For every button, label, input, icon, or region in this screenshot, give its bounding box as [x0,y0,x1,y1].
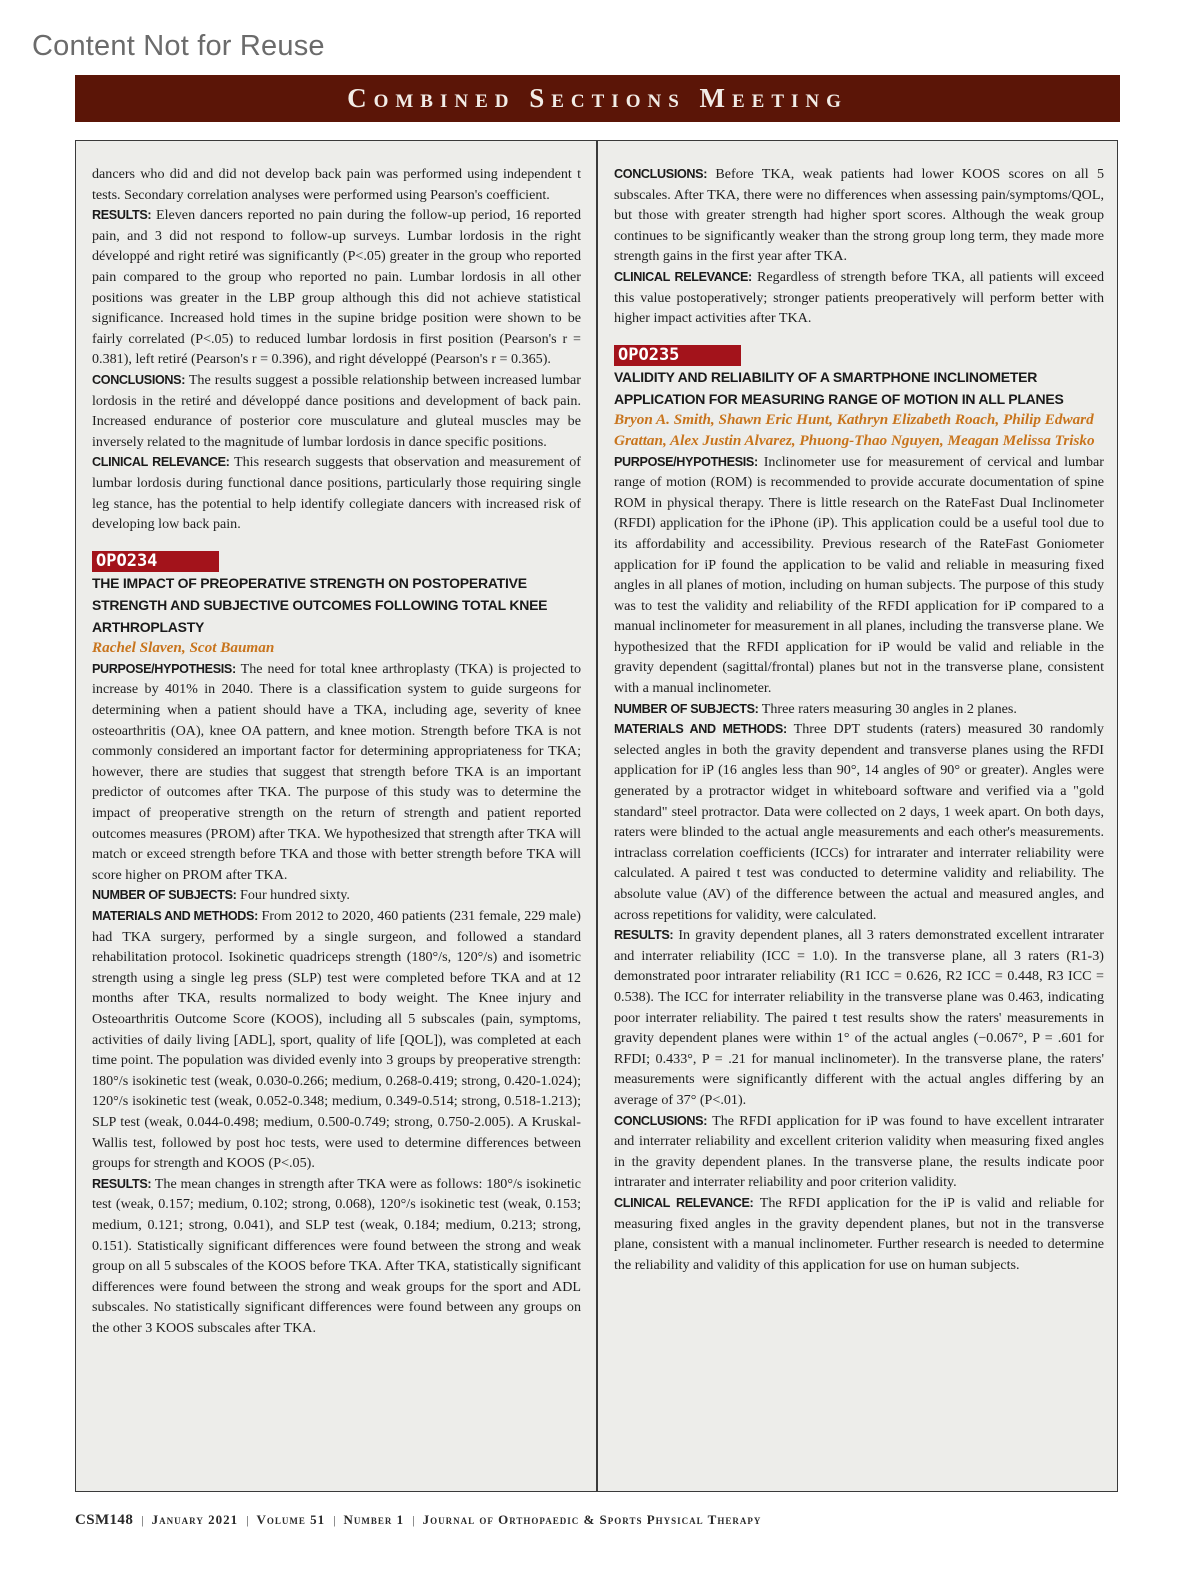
conclusions-paragraph [92,370,581,452]
conclusions-text-r2: The RFDI application for iP was found to have excellent intrarater and interrater reliability and excellent criterion validity when measuring fixed angles in the gravity dependent planes. In the transverse plane, the results indicate poor intrarater and interrater reliability and poor criterion validity. [614,1112,1104,1191]
issue-date: January 2021 [151,1512,239,1527]
subjects-text: Four hundred sixty. [240,887,350,904]
clinical-relevance-text-r: Regardless of strength before TKA, all patients will exceed this value postoperatively; stronger patients preoperatively will perform better with higher impact activities after TKA. [614,268,1104,327]
purpose-paragraph [92,659,581,886]
results-text-2: The mean changes in strength after TKA were as follows: 180°/s isokinetic test (weak, 0.157; medium, 0.102; strong, 0.068), 120°/s isokinetic test (weak, 0.153; medium, 0.121; strong, 0.041), and SLP test (weak, 0.184; medium, 0.213; strong, 0.151). Statistically significant differences were found between the strong and weak group on all 5 subscales of the KOOS before TKA. After TKA, statistically significant differences were found between the strong and weak groups for the sport and ADL subscales. No statistically significant differences were found between any groups on the other 3 KOOS subscales after TKA. [92,1175,581,1336]
page-number: CSM148 [75,1512,134,1528]
clinical-relevance-label-r: CLINICAL RELEVANCE: [614,269,752,284]
results-label: RESULTS: [92,208,152,223]
issue-number: Number 1 [343,1512,405,1527]
subjects-text-r: Three raters measuring 30 angles in 2 planes. [761,700,1017,717]
purpose-label-r: PURPOSE/HYPOTHESIS: [614,454,758,469]
purpose-text-r: Inclinometer use for measurement of cervical and lumbar range of motion (ROM) is recommended to provide accurate documentation of spine ROM in physical therapy. There is little research on the RateFast Dual Inclinometer (RFDI) application for the iPhone (iP). This application could be a useful tool due to its affordability and accessibility. Previous research of the RateFast Goniometer application for iP found the application to be valid and reliable in measuring fixed angles in all planes of motion, including on human subjects. The purpose of this study was to test the validity and reliability of the RFDI application for iP compared to a manual inclinometer for measurement in all planes, including the transverse plane. We hypothesized that the RFDI application for iP would be valid and reliable in the gravity dependent (sagittal/frontal) planes but not in the transverse plane, consistent with a manual inclinometer. [614,453,1104,697]
subjects-label-r: NUMBER OF SUBJECTS: [614,701,759,716]
methods-label-r: MATERIALS AND METHODS: [614,722,787,737]
clinical-relevance-paragraph [92,452,581,534]
methods-text: From 2012 to 2020, 460 patients (231 female, 229 male) had TKA surgery, performed by a single surgeon, and followed a standard rehabilitation protocol. Isokinetic quadriceps strength (180°/s, 120°/s) and isometric strength using a single leg press (SLP) test were completed before TKA and at 12 months after TKA, results normalized to body weight. The Knee injury and Osteoarthritis Outcome Score (KOOS), including all 5 subscales (pain, symptoms, activities of daily living [ADL], sport, quality of life [QOL]), was completed at each time point. The population was divided evenly into 3 groups by preoperative strength: 180°/s isokinetic test (weak, 0.030-0.266; medium, 0.268-0.419; strong, 0.420-1.024); 120°/s isokinetic test (weak, 0.052-0.348; medium, 0.349-0.514; strong, 0.518-1.213); SLP test (weak, 0.044-0.498; medium, 0.500-0.749; strong, 0.750-2.005). A Kruskal-Wallis test, followed by post hoc tests, were used to determine differences between groups for strength and KOOS (P<.05). [92,908,581,1172]
results-paragraph [92,205,581,370]
results-text-r: In gravity dependent planes, all 3 raters demonstrated excellent intrarater and interrater reliability (ICC = 1.0). In the transverse plane, all 3 raters (R1-3) demonstrated poor intrarater reliability (R1 ICC = 0.626, R2 ICC = 0.448, R3 ICC = 0.538). The ICC for interrater reliability in the transverse plane was 0.463, indicating poor interrater reliability. The paired t test results show the raters' measurements in gravity dependent planes were within 1° of the actual angles (−0.067°, P = .601 for RFDI; 0.433°, P = .21 for manual inclinometer). In the transverse plane, the raters' measurements were significantly different with the actual angles differing by an average of 37° (P<.01). [614,927,1104,1108]
abstract-title: THE IMPACT OF PREOPERATIVE STRENGTH ON POSTOPERATIVE STRENGTH AND SUBJECTIVE OUTCOMES FOLLOWING TOTAL KNEE ARTHROPLASTY [92,575,548,636]
conclusions-label-r2: CONCLUSIONS: [614,1113,708,1128]
page-footer [75,1512,761,1529]
purpose-text: The need for total knee arthroplasty (TKA) is projected to increase by 401% in 2040. There is a classification system to guide surgeons for determining when a patient should have a TKA, including age, severity of knee osteoarthritis (OA), knee OA pattern, and knee motion. Strength before TKA is not commonly considered an important factor for determining appropriateness for TKA; however, there are studies that suggest that strength before TKA is an important predictor of outcomes after TKA. The purpose of this study was to determine the impact of preoperative strength on the return of strength and patient reported outcomes measures (PROM) after TKA. We hypothesized that strength after TKA will match or exceed strength before TKA and those with better strength before TKA will score higher on PROM after TKA. [92,660,581,883]
clinical-relevance-paragraph-r2 [614,1193,1104,1275]
abstract-id-badge-r: OPO235 [614,345,741,366]
methods-paragraph [92,906,581,1174]
purpose-label: PURPOSE/HYPOTHESIS: [92,661,236,676]
conclusions-text: The results suggest a possible relationship between increased lumbar lordosis in the retiré and développé dance positions and development of back pain. Increased endurance of posterior core musculature and gluteal muscles may be inversely related to the magnitude of lumbar lordosis in dance specific positions. [92,371,581,450]
footer-separator: | [141,1513,144,1527]
column-divider [596,140,598,1492]
banner-title: Combined Sections Meeting [347,83,848,113]
results-text: Eleven dancers reported no pain during the follow-up period, 16 reported pain, and 3 did not respond to follow-up surveys. Lumbar lordosis in the right développé and right retiré was significantly (P<.05) greater in the group who reported pain compared to the group who reported no pain. Lumbar lordosis in all other positions was greater in the LBP group although this did not achieve statistical significance. Increased hold times in the supine bridge position were shown to be fairly correlated (P<.05) to reduced lumbar lordosis in first position (Pearson's r = 0.381), left retiré (Pearson's r = 0.396), and right développé (Pearson's r = 0.365). [92,207,582,368]
left-column [92,164,581,1338]
methods-paragraph-r [614,719,1104,925]
clinical-relevance-label-r2: CLINICAL RELEVANCE: [614,1195,754,1210]
subjects-paragraph-r [614,699,1104,720]
clinical-relevance-text-r2: The RFDI application for the iP is valid and reliable for measuring fixed angles in the gravity dependent planes, but not in the transverse plane, consistent with a manual inclinometer. Further research is needed to determine the reliability and validity of this application for use on human subjects. [614,1194,1104,1273]
methods-text-r: Three DPT students (raters) measured 30 randomly selected angles in both the gravity dependent and transverse planes using the RFDI application for iP (16 angles less than 90°, 14 angles of 90° or greater). Angles were generated by a protractor widget in whiteboard software and verified via a "gold standard" steel protractor. Data were collected on 2 days, 1 week apart. On both days, raters were blinded to the actual angle measurements and each other's measurements. intraclass correlation coefficients (ICCs) for intrarater and interrater reliability were calculated. A paired t test was conducted to determine validity and reliability. The absolute value (AV) of the difference between the actual and measured angles, and across repetitions for validity, were calculated. [614,721,1104,923]
results-paragraph-2 [92,1174,581,1339]
clinical-relevance-text: This research suggests that observation and measurement of lumbar lordosis during functional dance positions, particularly those requiring single leg stance, has the potential to help identify collegiate dancers with increased risk of developing low back pain. [92,454,581,533]
methods-label: MATERIALS AND METHODS: [92,909,258,923]
clinical-relevance-paragraph-r [614,267,1104,329]
subjects-paragraph [92,885,581,906]
footer-separator: | [246,1513,249,1527]
results-paragraph-r [614,925,1104,1110]
clinical-relevance-label: CLINICAL RELEVANCE: [92,455,230,470]
abstract-id-badge: OPO234 [92,551,219,572]
right-column [614,164,1104,1275]
footer-separator: | [412,1513,415,1527]
subjects-label: NUMBER OF SUBJECTS: [92,888,237,903]
abstract-id-wrap-r [614,345,1104,367]
conclusions-label-r: CONCLUSIONS: [614,167,708,181]
paragraph-intro: dancers who did and did not develop back pain was performed using independent t tests. Secondary correlation analyses were performed using Pearson's coefficient. [92,166,581,203]
results-label-r: RESULTS: [614,928,674,943]
watermark: Content Not for Reuse [32,30,325,62]
results-label-2: RESULTS: [92,1176,152,1191]
abstract-authors-r: Bryon A. Smith, Shawn Eric Hunt, Kathryn Elizabeth Roach, Philip Edward Grattan, Alex Justin Alvarez, Phuong-Thao Nguyen, Meagan Melissa Trisko [614,411,1095,449]
conclusions-text-r: Before TKA, weak patients had lower KOOS scores on all 5 subscales. After TKA, there were no differences when assessing pain/symptoms/QOL, but those with greater strength had higher sport scores. Although the weak group continues to be significantly weaker than the strong group long term, they made more strength gains in the first year after TKA. [614,166,1104,265]
section-banner [75,75,1120,122]
purpose-paragraph-r [614,452,1104,699]
abstract-id-wrap [92,551,581,573]
conclusions-paragraph-r2 [614,1111,1104,1193]
conclusions-paragraph-r [614,164,1104,267]
journal-name: Journal of Orthopaedic & Sports Physical Therapy [422,1512,762,1527]
conclusions-label: CONCLUSIONS: [92,372,186,387]
volume: Volume 51 [256,1512,326,1527]
footer-separator: | [333,1513,336,1527]
abstract-title-r: VALIDITY AND RELIABILITY OF A SMARTPHONE INCLINOMETER APPLICATION FOR MEASURING RANGE OF MOTION IN ALL PLANES [614,369,1064,408]
abstract-authors: Rachel Slaven, Scot Bauman [92,639,275,657]
